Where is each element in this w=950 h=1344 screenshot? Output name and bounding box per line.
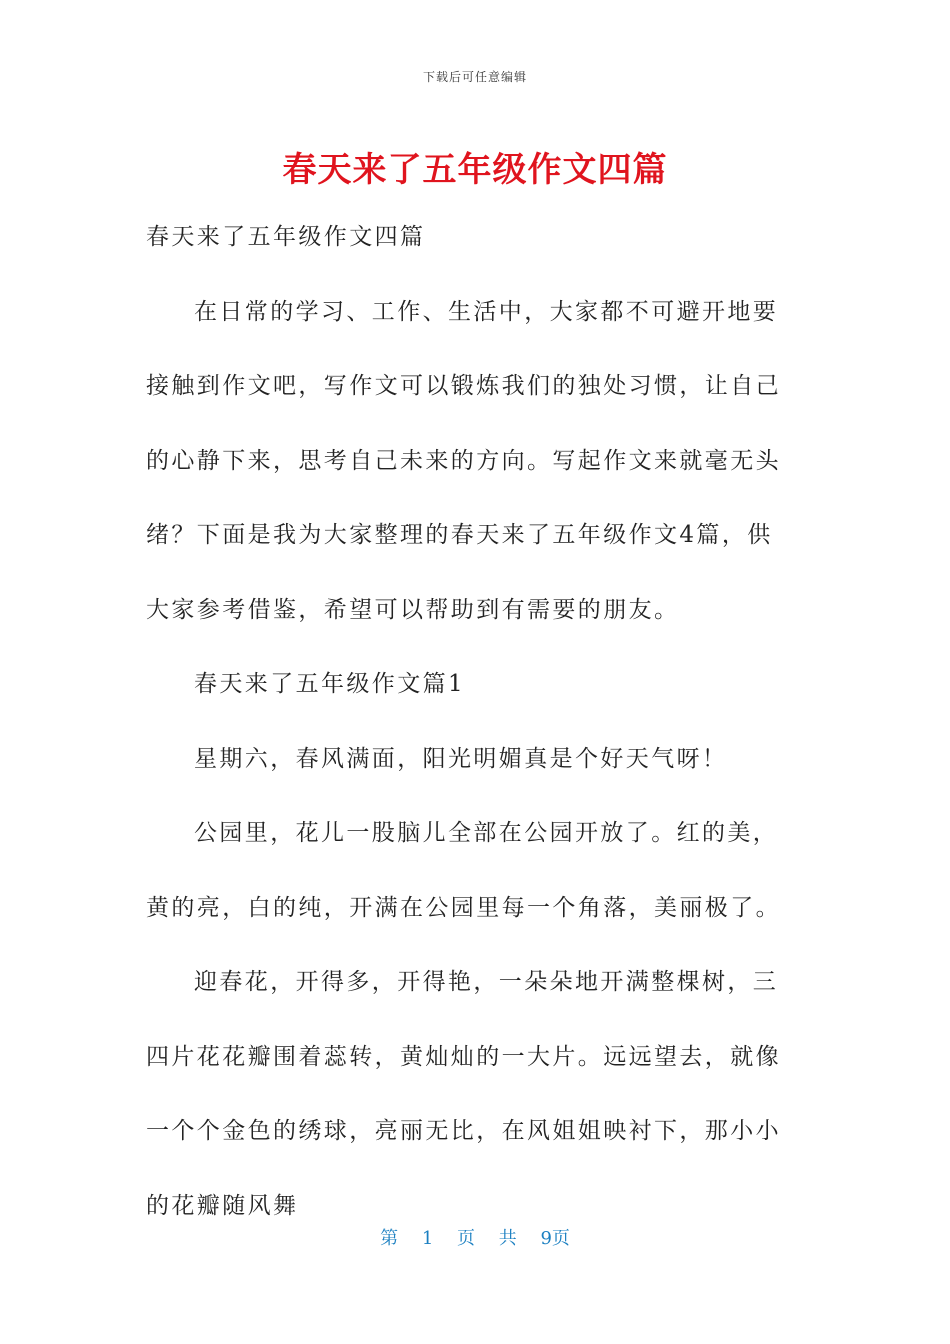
document-body	[146, 200, 791, 1243]
header-note: 下载后可任意编辑	[422, 70, 527, 84]
document-title: 春天来了五年级作文四篇	[282, 150, 668, 190]
footer-page-unit: 页	[457, 1228, 475, 1249]
footer-current-page: 1	[421, 1228, 434, 1249]
section-heading: 春天来了五年级作文篇1	[194, 671, 466, 697]
page-footer	[0, 1224, 950, 1250]
body-paragraph: 公园里，花儿一股脑儿全部在公园开放了。红的美，黄的亮，白的纯，开满在公园里每一个角落，美丽极了。	[146, 820, 781, 921]
footer-total-pages: 9页	[540, 1228, 570, 1249]
body-paragraph: 迎春花，开得多，开得艳，一朵朵地开满整棵树，三四片花花瓣围着蕊转，黄灿灿的一大片。远远望去，就像一个个金色的绣球，亮丽无比，在风姐姐映衬下，那小小的花瓣随风舞	[146, 969, 781, 1219]
footer-page-label: 第	[380, 1228, 399, 1249]
body-paragraph: 星期六，春风满面，阳光明媚真是个好天气呀！	[194, 745, 728, 772]
footer-total-label: 共	[498, 1228, 517, 1249]
intro-paragraph: 在日常的学习、工作、生活中，大家都不可避开地要接触到作文吧，写作文可以锻炼我们的独处习惯，让自己的心静下来，思考自己未来的方向。写起作文来就毫无头绪？下面是我为大家整理的春天来了五年级作文4篇，供大家参考借鉴，希望可以帮助到有需要的朋友。	[146, 298, 781, 623]
subtitle-paragraph: 春天来了五年级作文四篇	[146, 224, 426, 250]
